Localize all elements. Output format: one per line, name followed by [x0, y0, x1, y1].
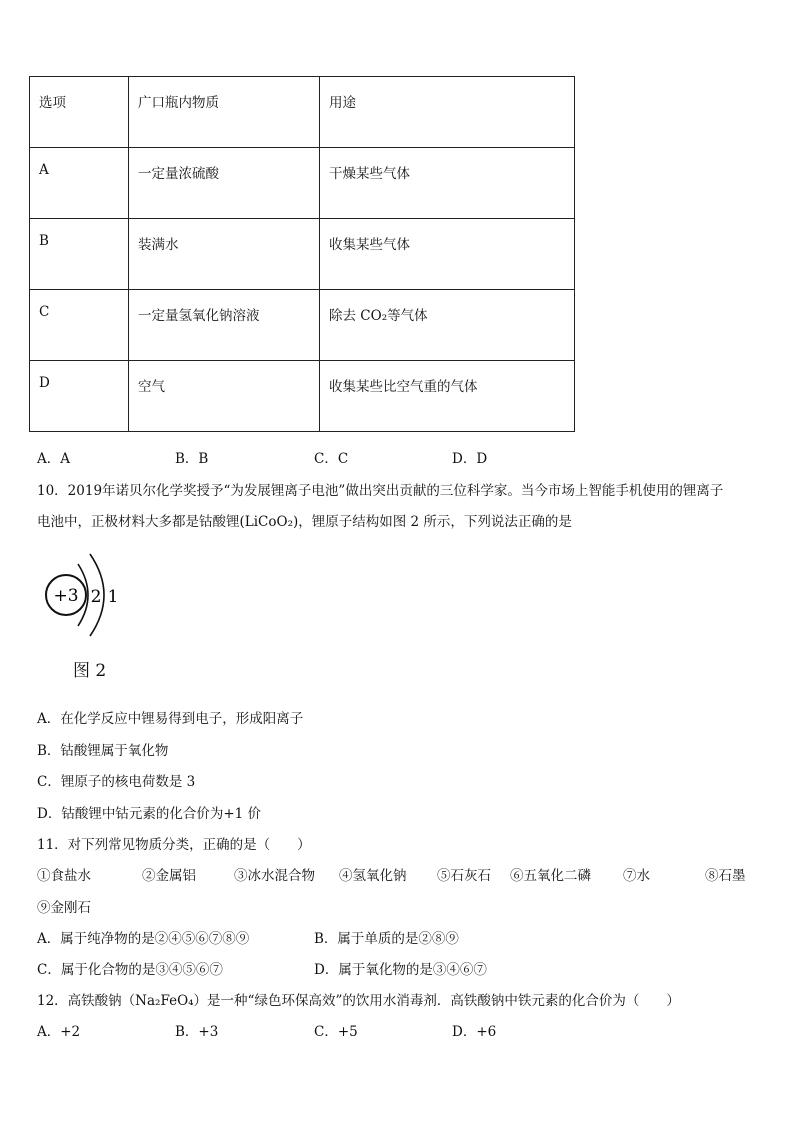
- q11-choice-d[interactable]: D．属于氧化物的是③④⑥⑦: [314, 962, 487, 978]
- q12-choice-b[interactable]: B．+3: [175, 1024, 219, 1040]
- q12-stem: 12．高铁酸钠（Na₂FeO₄）是一种“绿色环保高效”的饮用水消毒剂．高铁酸钠中铁元素的化合价为（ ）: [37, 993, 680, 1009]
- table-cell: 干燥某些气体: [320, 148, 575, 219]
- q11-choice-b[interactable]: B．属于单质的是②⑧⑨: [314, 931, 459, 947]
- q11-item: ⑧石墨: [705, 868, 746, 884]
- table-cell: 装满水: [129, 219, 320, 290]
- q11-item: ①食盐水: [37, 868, 91, 884]
- q10-option-a[interactable]: A．在化学反应中锂易得到电子，形成阳离子: [37, 711, 304, 727]
- q12-choice-a[interactable]: A．+2: [37, 1024, 81, 1040]
- q12-choice-d[interactable]: D．+6: [452, 1024, 497, 1040]
- table-header-cell: 选项: [30, 77, 129, 148]
- table-row: [30, 290, 575, 361]
- table-cell: 一定量氢氧化钠溶液: [129, 290, 320, 361]
- table-cell: C: [30, 290, 129, 361]
- q11-item: ⑦水: [623, 868, 650, 884]
- q11-item: ⑤石灰石: [437, 868, 491, 884]
- q11-choice-c[interactable]: C．属于化合物的是③④⑤⑥⑦: [37, 962, 223, 978]
- table-header-cell: 广口瓶内物质: [129, 77, 320, 148]
- table-header-cell: 用途: [320, 77, 575, 148]
- table-cell: D: [30, 361, 129, 432]
- q11-item: ④氢氧化钠: [339, 868, 407, 884]
- shell2-electrons: 1: [107, 587, 119, 607]
- q11-item: ③冰水混合物: [234, 868, 315, 884]
- table-header-row: [30, 77, 575, 148]
- q10-option-b[interactable]: B．钴酸锂属于氧化物: [37, 743, 169, 759]
- q9-choice-b[interactable]: B．B: [175, 451, 209, 467]
- table-cell: B: [30, 219, 129, 290]
- q11-stem: 11．对下列常见物质分类，正确的是（ ）: [37, 837, 311, 853]
- table-cell: 收集某些比空气重的气体: [320, 361, 575, 432]
- q9-choice-c[interactable]: C．C: [314, 451, 349, 467]
- lithium-atom-structure-diagram: [40, 542, 140, 642]
- table-cell: A: [30, 148, 129, 219]
- nucleus-charge: +3: [53, 586, 79, 606]
- options-table: [29, 76, 575, 432]
- shell1-electrons: 2: [90, 587, 102, 607]
- q11-item: ⑨金刚石: [37, 900, 91, 916]
- table-cell: 收集某些气体: [320, 219, 575, 290]
- q10-option-d[interactable]: D．钴酸锂中钴元素的化合价为+1 价: [37, 806, 262, 822]
- table-cell: 空气: [129, 361, 320, 432]
- q11-item: ②金属铝: [142, 868, 196, 884]
- table-cell: 除去 CO₂等气体: [320, 290, 575, 361]
- table-row: [30, 219, 575, 290]
- q9-choice-a[interactable]: A．A: [37, 451, 70, 467]
- q10-option-c[interactable]: C．锂原子的核电荷数是 3: [37, 774, 196, 790]
- q11-choice-a[interactable]: A．属于纯净物的是②④⑤⑥⑦⑧⑨: [37, 931, 250, 947]
- table-row: [30, 361, 575, 432]
- figure-caption: 图 2: [73, 661, 107, 681]
- q9-choice-d[interactable]: D．D: [452, 451, 488, 467]
- q12-choice-c[interactable]: C．+5: [314, 1024, 358, 1040]
- table-row: [30, 148, 575, 219]
- q10-stem-line2: 电池中，正极材料大多都是钴酸锂(LiCoO₂)，锂原子结构如图 2 所示，下列说法正确的是: [37, 514, 572, 530]
- q11-item: ⑥五氧化二磷: [510, 868, 591, 884]
- q10-stem-line1: 10．2019年诺贝尔化学奖授予“为发展锂离子电池”做出突出贡献的三位科学家。当今市场上智能手机使用的锂离子: [37, 483, 724, 499]
- table-cell: 一定量浓硫酸: [129, 148, 320, 219]
